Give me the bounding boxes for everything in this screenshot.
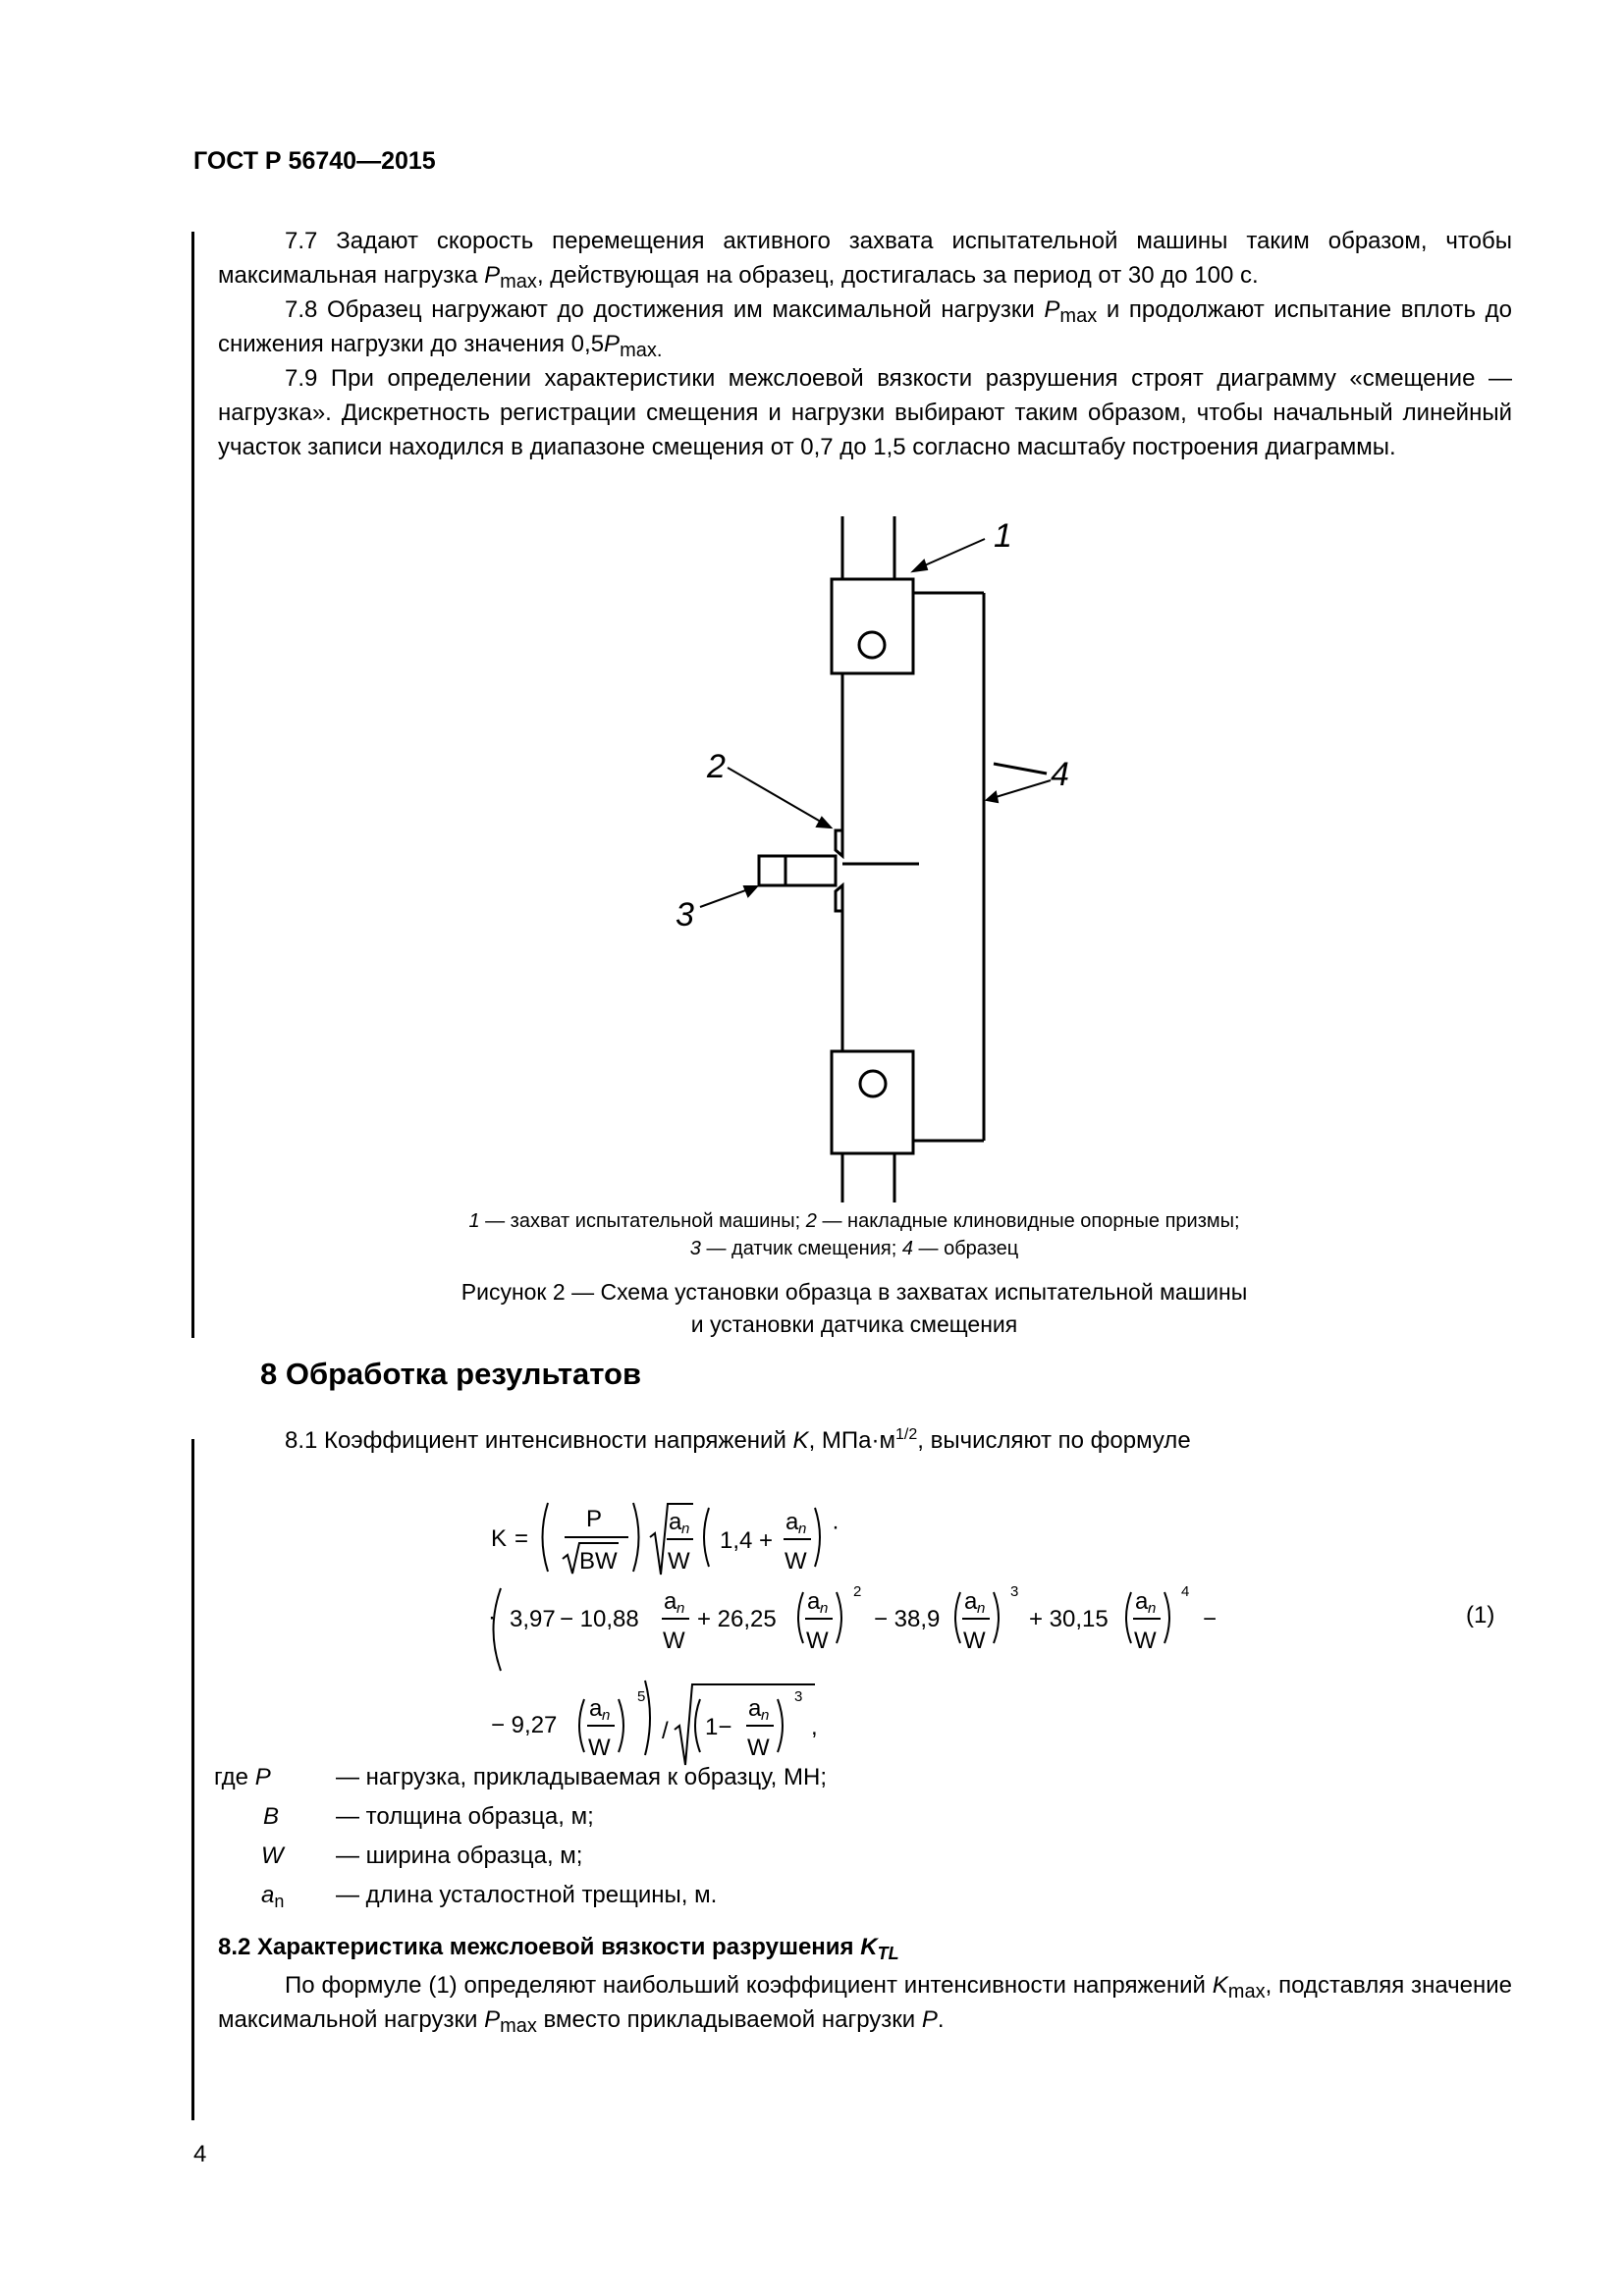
svg-text:3: 3 — [1010, 1583, 1019, 1600]
prism-top — [836, 830, 842, 856]
svg-text:W: W — [785, 1548, 807, 1575]
displacement-sensor — [759, 856, 836, 885]
callout-4: 4 — [1051, 756, 1069, 793]
svg-text:− 38,9: − 38,9 — [874, 1606, 941, 1632]
figure-legend-line-1: 1 — захват испытательной машины; 2 — накладные клиновидные опорные призмы; — [468, 1210, 1240, 1232]
svg-text:a: a — [964, 1588, 978, 1615]
svg-text:/: / — [662, 1718, 669, 1744]
figure-title: Рисунок 2 — Схема установки образца в захватах испытательной машины и установки датчика смещения — [460, 1279, 1248, 1337]
figure-legend — [393, 1207, 1316, 1262]
svg-text:,: , — [811, 1714, 818, 1740]
callout-2: 2 — [707, 748, 726, 785]
svg-text:n: n — [677, 1600, 685, 1617]
svg-text:3: 3 — [794, 1688, 803, 1705]
svg-text:n: n — [761, 1707, 770, 1724]
para-7-8: 7.8 Образец нагружают до достижения им максимальной нагрузки $P_{max}$ и продолжают испытание вплоть до снижения нагрузки до значения $0,5P_{max.}$ — [218, 296, 1512, 361]
svg-text:W: W — [588, 1735, 611, 1761]
svg-text:− 10,88: − 10,88 — [560, 1606, 639, 1632]
svg-text:a: a — [748, 1695, 762, 1722]
svg-text:W: W — [668, 1548, 690, 1575]
svg-text:a: a — [785, 1509, 799, 1535]
svg-text:1−: 1− — [705, 1714, 732, 1740]
document-header: ГОСТ Р 56740—2015 — [193, 147, 436, 175]
svg-text:n: n — [681, 1521, 690, 1537]
svg-text:=: = — [514, 1525, 529, 1552]
svg-text:− 9,27: − 9,27 — [491, 1712, 558, 1738]
svg-text:W: W — [963, 1628, 986, 1654]
svg-text:n: n — [1148, 1600, 1157, 1617]
para-8-1: 8.1 Коэффициент интенсивности напряжений K, $МПа\cdot м^{1/2}$, вычисляют по формуле — [285, 1426, 1191, 1454]
svg-text:4: 4 — [1181, 1583, 1190, 1600]
svg-text:·: · — [832, 1514, 839, 1540]
svg-text:W: W — [806, 1628, 829, 1654]
formula-1 — [0, 1472, 1624, 1796]
svg-text:3,97: 3,97 — [510, 1606, 556, 1632]
prism-bottom — [836, 885, 842, 911]
svg-text:5: 5 — [637, 1688, 646, 1705]
figure-legend-line-2: 3 — датчик смещения; 4 — образец — [689, 1238, 1019, 1259]
subsection-8-2-title: 8.2 Характеристика межслоевой вязкости разрушения $K_{TL}$ — [218, 1934, 899, 1963]
grip-bottom — [832, 1051, 913, 1153]
svg-text:a: a — [1135, 1588, 1149, 1615]
svg-text:n: n — [602, 1707, 611, 1724]
svg-text:2: 2 — [853, 1583, 862, 1600]
svg-text:a: a — [669, 1509, 682, 1535]
svg-text:W: W — [663, 1628, 685, 1654]
svg-text:a: a — [664, 1588, 677, 1615]
svg-text:n: n — [977, 1600, 986, 1617]
svg-text:1,4 +: 1,4 + — [720, 1527, 774, 1554]
grip-top — [832, 579, 913, 673]
grip-bottom-pin — [860, 1071, 886, 1096]
para-8-2: По формуле (1) определяют наибольший коэффициент интенсивности напряжений $K_{max}$, подставляя значение максимальной нагрузки $P_{max}$ вместо прикладываемой нагрузки P. — [218, 1972, 1512, 2037]
svg-text:+ 26,25: + 26,25 — [697, 1606, 777, 1632]
svg-text:n: n — [798, 1521, 807, 1537]
callout-1: 1 — [994, 517, 1012, 555]
svg-text:n: n — [820, 1600, 829, 1617]
page-number: 4 — [193, 2141, 207, 2167]
svg-text:W: W — [747, 1735, 770, 1761]
svg-text:−: − — [1203, 1606, 1218, 1632]
svg-text:·: · — [488, 1604, 496, 1630]
equation-number: (1) — [1466, 1602, 1495, 1629]
section-8-title: 8 Обработка результатов — [260, 1357, 642, 1391]
svg-text:K: K — [491, 1525, 508, 1552]
para-7-7: 7.7 Задают скорость перемещения активного захвата испытательной машины таким образом, чтобы максимальная нагрузка $P_{max}$, действующая на образец, достигалась за период от 30 до 100 с. — [218, 228, 1512, 293]
svg-text:P: P — [586, 1506, 603, 1532]
svg-text:W: W — [1134, 1628, 1157, 1654]
svg-text:a: a — [589, 1695, 603, 1722]
svg-text:+ 30,15: + 30,15 — [1029, 1606, 1109, 1632]
callout-3: 3 — [676, 896, 694, 934]
svg-text:a: a — [807, 1588, 821, 1615]
svg-text:BW: BW — [579, 1548, 618, 1575]
para-7-9: 7.9 При определении характеристики межслоевой вязкости разрушения строят диаграмму «смещение — нагрузка». Дискретность регистрации смещения и нагрузки выбирают таким образом, чтобы начальный линейный участок записи находился в диапазоне смещения от 0,7 до 1,5 согласно масштабу построения диаграммы. — [218, 365, 1512, 460]
grip-top-pin — [859, 632, 885, 658]
